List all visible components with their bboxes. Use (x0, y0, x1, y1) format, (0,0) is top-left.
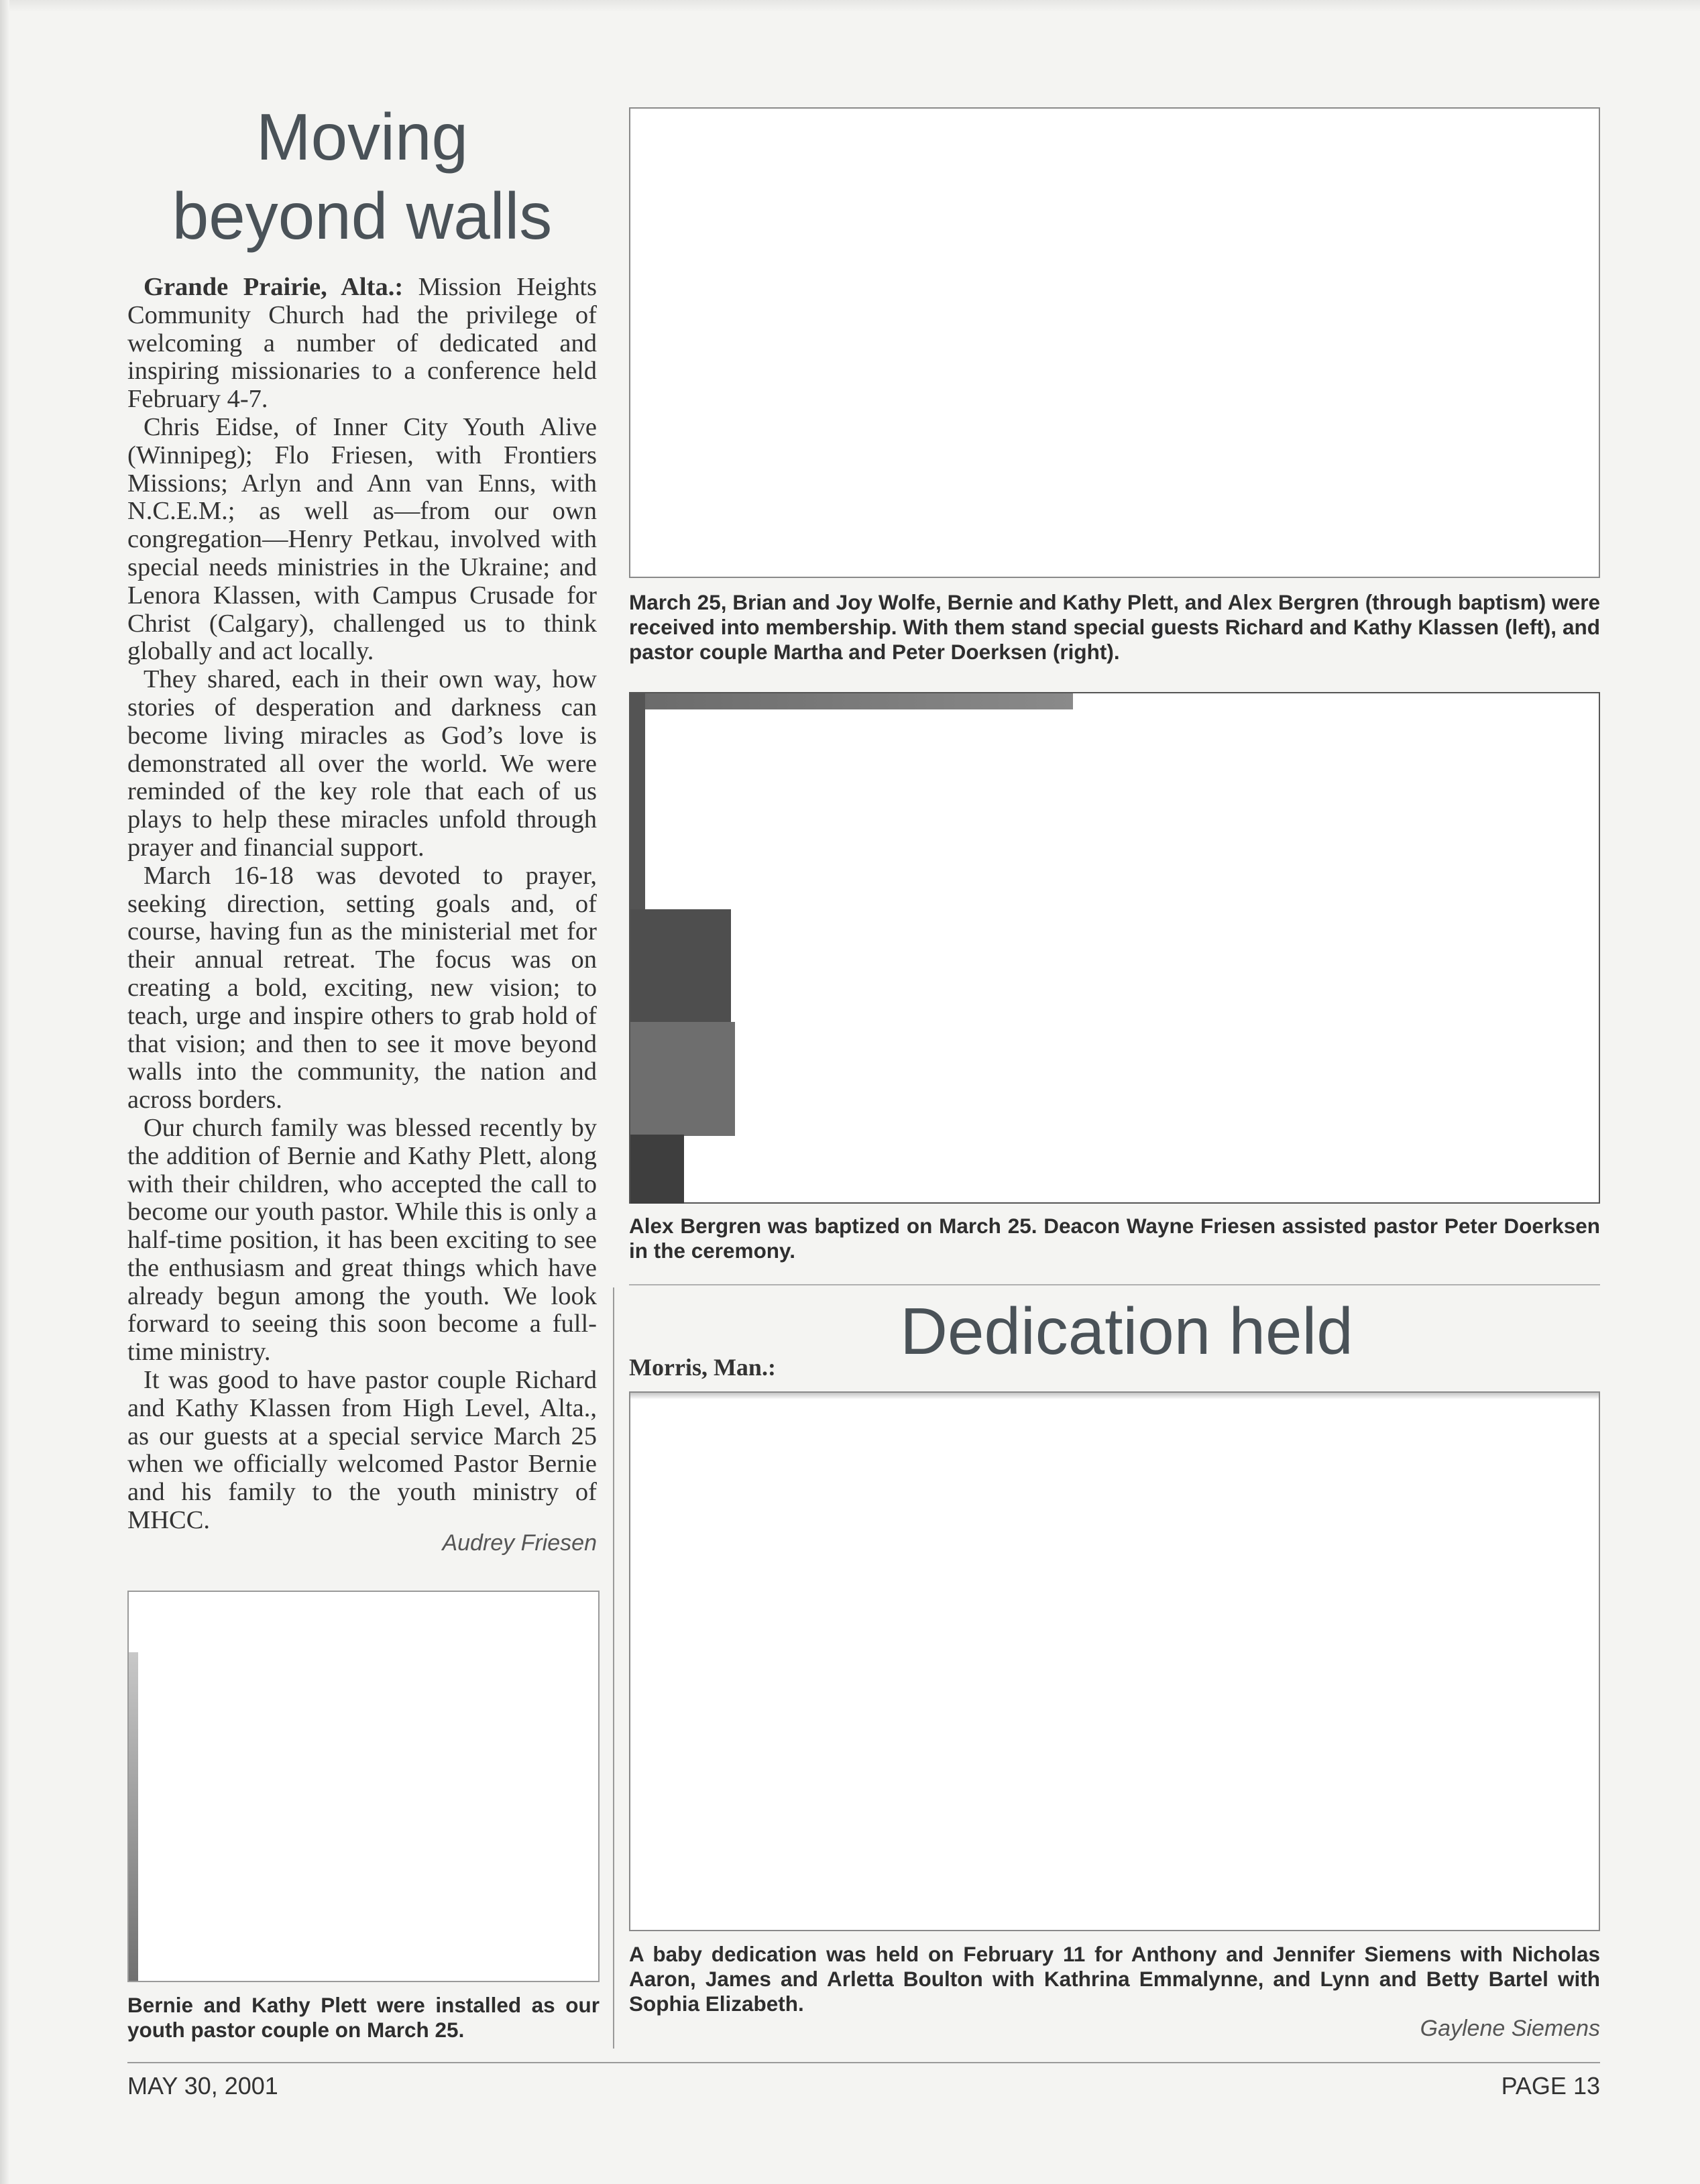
photo-caption-membership: March 25, Brian and Joy Wolfe, Bernie and Kathy Plett, and Alex Bergren (through baptism) were received into membership. With them stand special guests Richard and Kathy Klassen (left), and pastor couple Martha and Peter Doerksen (right). (629, 590, 1600, 664)
photo-youth-pastor (127, 1591, 600, 1982)
dedication-headline: Dedication held (900, 1294, 1353, 1368)
photo-shade (630, 1393, 1599, 1399)
photo-dedication (629, 1391, 1600, 1931)
article-paragraph: Chris Eidse, of Inner City Youth Alive (Winnipeg); Flo Friesen, with Frontiers Missions; Arlyn and Ann van Enns, with N.C.E.M.; as well as—from our own congregation—Henry Petkau, involved with special needs ministries in the Ukraine; and Lenora Klassen, with Campus Crusade for Christ (Calgary), challenged us to think globally and act locally. (127, 412, 597, 666)
footer-page-number: PAGE 13 (1501, 2072, 1600, 2100)
photo-caption-baptism: Alex Bergren was baptized on March 25. Deacon Wayne Friesen assisted pastor Peter Doerksen in the ceremony. (629, 1214, 1600, 1263)
article-paragraph: They shared, each in their own way, how stories of desperation and darkness can become living miracles as God’s love is demonstrated all over the world. We were reminded of the key role that each of us plays to help these miracles unfold through prayer and financial support. (127, 665, 597, 862)
photo-caption-dedication: A baby dedication was held on February 11 for Anthony and Jennifer Siemens with Nicholas Aaron, James and Arletta Boulton with Kathrina Emmalynne, and Lynn and Betty Bartel with Sophia Elizabeth. (629, 1942, 1600, 2016)
article-paragraph: March 16-18 was devoted to prayer, seeking direction, setting goals and, of course, having fun as the ministerial met for their annual retreat. The focus was on creating a bold, exciting, new vision; to teach, urge and inspire others to grab hold of that vision; and then to see it move beyond walls into the community, the nation and across borders. (127, 861, 597, 1114)
headline-line-2: beyond walls (172, 179, 553, 253)
article-paragraph: Our church family was blessed recently by the addition of Bernie and Kathy Plett, along with their children, who accepted the call to become our youth pastor. While this is only a half-time position, it has been exciting to see the enthusiasm and great things which have already begun among the youth. We look forward to seeing this soon become a full-time ministry. (127, 1113, 597, 1367)
article-paragraph: It was good to have pastor couple Richard and Kathy Klassen from High Level, Alta., as our guests at a special service March 25 when we officially welcomed Pastor Bernie and his family to the youth ministry of MHCC. (127, 1366, 597, 1535)
article-dateline: Grande Prairie, Alta.: (144, 273, 404, 301)
photo-membership (629, 107, 1600, 578)
section-rule (629, 1284, 1600, 1285)
photo-shade (630, 1022, 735, 1136)
page-edge-top (0, 0, 1700, 12)
footer-rule (127, 2062, 1600, 2063)
photo-shade (630, 693, 1073, 709)
paragraph-text: Mission Heights Community Church had the privilege of welcoming a number of dedicated and inspiring missionaries to a conference held February 4-7. (127, 273, 597, 414)
article-body (127, 274, 597, 1535)
photo-baptism (629, 692, 1600, 1204)
article-byline: Audrey Friesen (442, 1530, 597, 1556)
dedication-byline: Gaylene Siemens (1420, 2016, 1600, 2041)
photo-shade (630, 1135, 684, 1204)
dedication-dateline: Morris, Man.: (629, 1354, 776, 1381)
article-paragraph (127, 274, 597, 414)
photo-shade (129, 1652, 138, 1981)
photo-caption-youth-pastor: Bernie and Kathy Plett were installed as our youth pastor couple on March 25. (127, 1993, 600, 2042)
footer-date: MAY 30, 2001 (127, 2072, 278, 2100)
column-divider (613, 1287, 614, 2049)
article-headline (127, 97, 597, 255)
photo-shade (630, 909, 731, 1023)
page-edge-left (0, 0, 9, 2184)
headline-line-1: Moving (256, 100, 468, 174)
